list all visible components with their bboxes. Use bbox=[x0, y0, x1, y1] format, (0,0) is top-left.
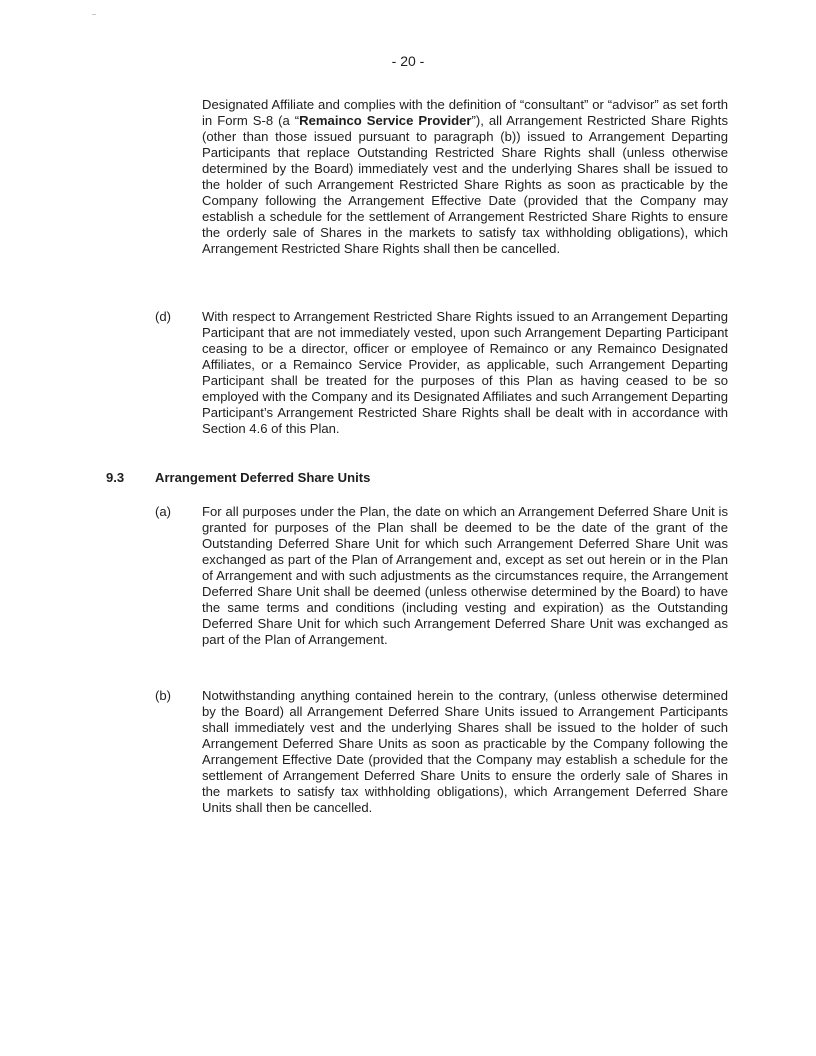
paragraph-d-marker: (d) bbox=[155, 309, 172, 324]
paragraph-d-text: With respect to Arrangement Restricted Share Rights issued to an Arrangement Departing Participant that are not immediately vested, upon such Arrangement Departing Participant ceasing to be a director, officer or employee of Remainco or any Remainco Designated Affiliates, or a Remainco Service Provider, as applicable, such Arrangement Departing Participant shall be treated for the purposes of this Plan as having ceased to be so employed with the Company and its Designated Affiliates and such Arrangement Departing Participant’s Arrangement Restricted Share Rights shall be dealt with in accordance with Section 4.6 of this Plan. bbox=[202, 309, 728, 437]
paragraph-b-marker: (b) bbox=[155, 688, 172, 703]
paragraph-a-text: For all purposes under the Plan, the date on which an Arrangement Deferred Share Unit is granted for purposes of the Plan shall be deemed to be the date of the grant of the Outstanding Deferred Share Unit for which such Arrangement Deferred Share Unit was exchanged as part of the Plan of Arrangement and, except as set out herein or in the Plan of Arrangement and with such adjustments as the circumstances require, the Arrangement Deferred Share Unit shall be deemed (unless otherwise determined by the Board) to have the same terms and conditions (including vesting and expiration) as the Outstanding Deferred Share Unit for which such Arrangement Deferred Share Unit was exchanged as part of the Plan of Arrangement. bbox=[202, 504, 728, 648]
page-number: - 20 - bbox=[391, 53, 425, 69]
continued-paragraph-text-start: Designated Affiliate and complies with the definition of “consultant” or “advisor” as set forth in Form S-8 (a “ bbox=[202, 97, 728, 129]
continued-paragraph bbox=[202, 97, 728, 257]
paragraph-a-marker: (a) bbox=[155, 504, 172, 519]
paragraph-b-text: Notwithstanding anything contained herein to the contrary, (unless otherwise determined by the Board) all Arrangement Deferred Share Units issued to Arrangement Participants shall immediately vest and the underlying Shares shall be issued to the holder of such Arrangement Deferred Share Units as soon as practicable by the Company following the Arrangement Effective Date (provided that the Company may establish a schedule for the settlement of Arrangement Deferred Share Units to ensure the orderly sale of Shares in the markets to satisfy tax withholding obligations), which Arrangement Deferred Share Units shall then be cancelled. bbox=[202, 688, 728, 816]
defined-term-remainco-service-provider: Remainco Service Provider bbox=[299, 113, 472, 129]
section-title: Arrangement Deferred Share Units bbox=[155, 470, 371, 485]
continued-paragraph-text-end: ”), all Arrangement Restricted Share Rights (other than those issued pursuant to paragraph (b)) issued to Arrangement Departing Participants that replace Outstanding Restricted Share Rights shall (unless otherwise determined by the Board) immediately vest and the underlying Shares shall be issued to the holder of such Arrangement Restricted Share Rights as soon as practicable by the Company following the Arrangement Effective Date (provided that the Company may establish a schedule for the settlement of Arrangement Restricted Share Rights to ensure the orderly sale of Shares in the markets to satisfy tax withholding obligations), which Arrangement Restricted Share Rights shall then be cancelled. bbox=[202, 113, 728, 257]
scan-artifact-mark bbox=[92, 14, 96, 15]
section-number: 9.3 bbox=[106, 470, 125, 485]
